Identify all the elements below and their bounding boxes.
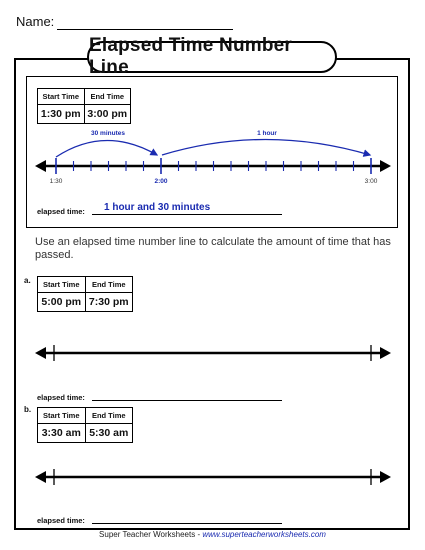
end-time-value: 3:00 pm <box>84 105 131 124</box>
problem-a-letter: a. <box>24 276 31 285</box>
tick-label-start: 1:30 <box>49 178 63 185</box>
right-arrowhead <box>380 160 391 172</box>
start-time-header: Start Time <box>38 277 86 293</box>
problem-b-elapsed-label: elapsed time: <box>37 516 85 525</box>
tick-label-end: 3:00 <box>364 178 378 185</box>
left-arrowhead <box>35 160 46 172</box>
problem-a-right-arrowhead <box>380 347 391 359</box>
problem-a-elapsed-answer-line[interactable] <box>92 400 282 401</box>
start-time-value: 5:00 pm <box>38 293 86 312</box>
problem-b-left-arrowhead <box>35 471 46 483</box>
problem-a-time-table <box>37 276 133 312</box>
jump-arc-1-hour <box>162 140 370 156</box>
end-time-value: 5:30 am <box>85 424 133 443</box>
problem-b-elapsed-answer-line[interactable] <box>92 523 282 524</box>
end-time-value: 7:30 pm <box>85 293 133 312</box>
example-elapsed-line <box>92 214 282 215</box>
start-time-header: Start Time <box>38 89 85 105</box>
name-label: Name: <box>16 14 55 29</box>
end-time-header: End Time <box>85 277 133 293</box>
footer <box>0 530 425 539</box>
jump-arc-30-minutes <box>56 140 157 157</box>
tick-label-mid: 2:00 <box>154 178 168 185</box>
start-time-value: 1:30 pm <box>38 105 85 124</box>
end-time-header: End Time <box>84 89 131 105</box>
example-elapsed-answer: 1 hour and 30 minutes <box>104 202 211 213</box>
start-time-value: 3:30 am <box>38 424 86 443</box>
problem-b-right-arrowhead <box>380 471 391 483</box>
jump-label-1-hour: 1 hour <box>257 130 277 137</box>
end-time-header: End Time <box>85 408 133 424</box>
footer-text: Super Teacher Worksheets - <box>99 530 203 539</box>
problem-b-time-table <box>37 407 133 443</box>
instructions: Use an elapsed time number line to calculate the amount of time that has passed. <box>35 236 391 261</box>
problem-b-letter: b. <box>24 405 32 414</box>
footer-url[interactable]: www.superteacherworksheets.com <box>202 530 326 539</box>
start-time-header: Start Time <box>38 408 86 424</box>
jump-label-30-minutes: 30 minutes <box>91 130 125 137</box>
example-elapsed-label: elapsed time: <box>37 207 85 216</box>
worksheet-title: Elapsed Time Number Line <box>87 41 337 73</box>
problem-a-elapsed-label: elapsed time: <box>37 393 85 402</box>
problem-a-left-arrowhead <box>35 347 46 359</box>
